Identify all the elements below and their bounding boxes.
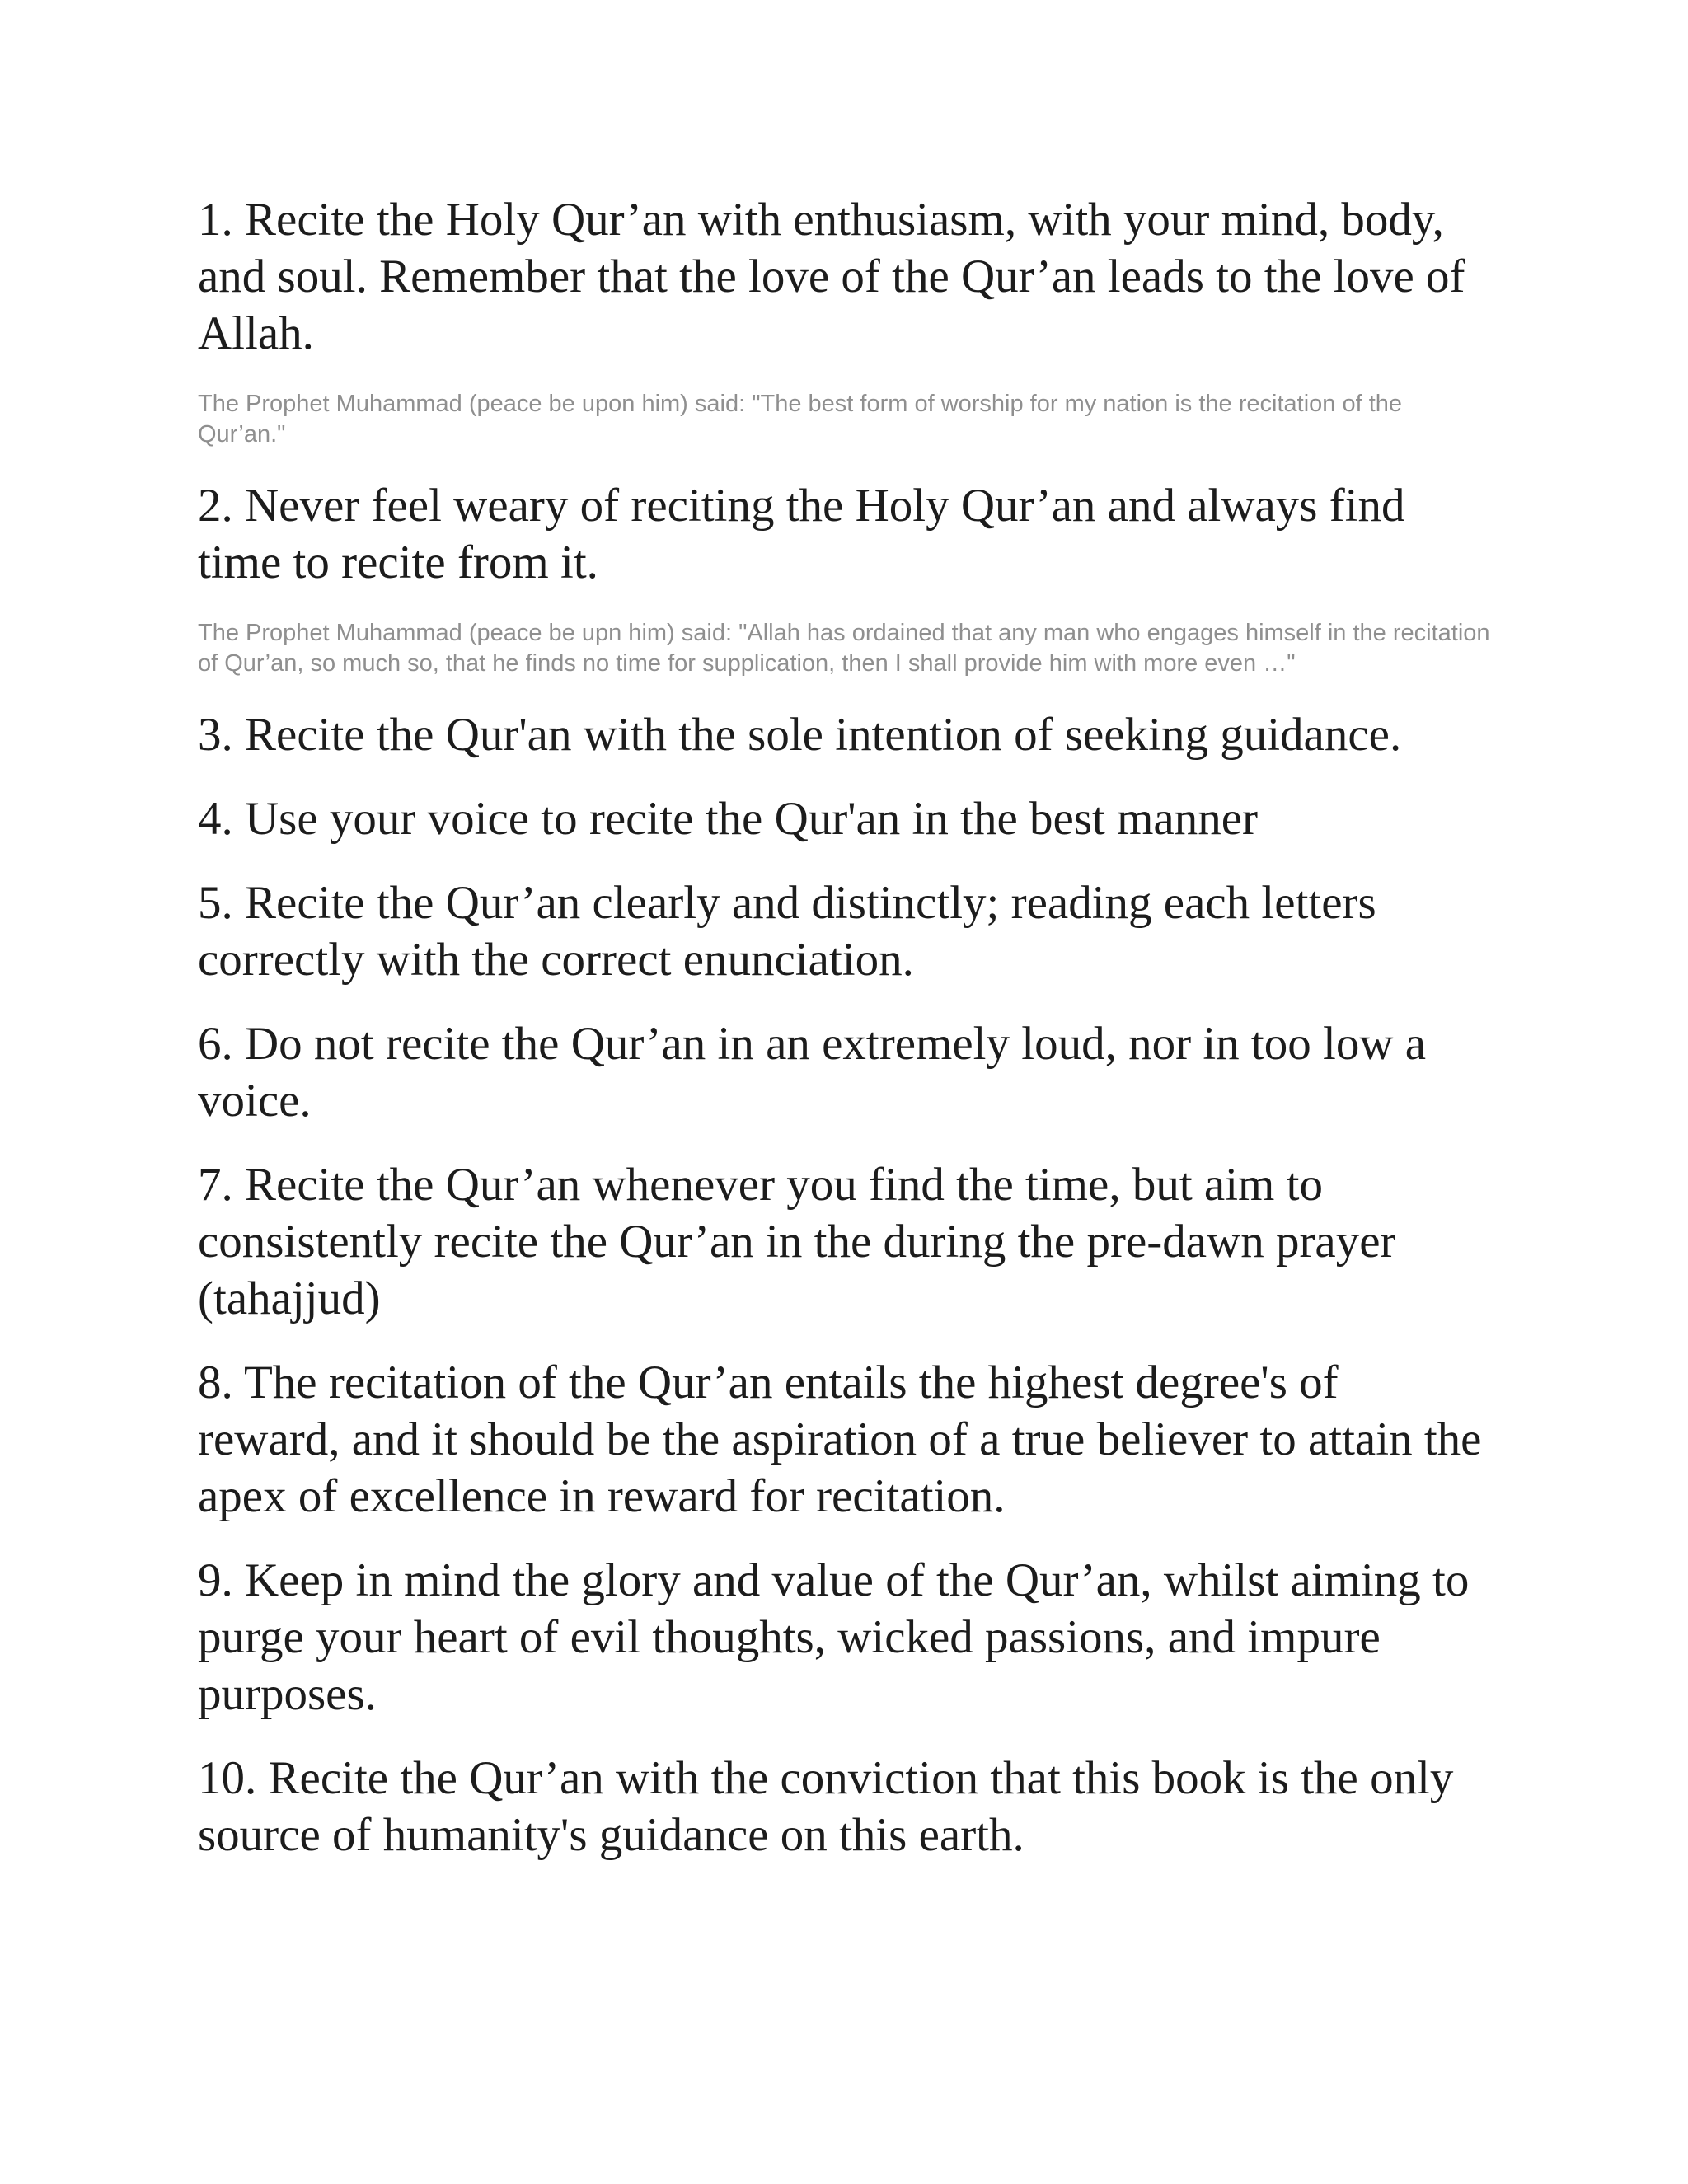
- list-item-9: 9. Keep in mind the glory and value of the Qur’an, whilst aiming to purge your heart of evil thoughts, wicked passions, and impure purposes.: [198, 1554, 1470, 1720]
- list-item-8: 8. The recitation of the Qur’an entails the highest degree's of reward, and it should be the aspiration of a true believer to attain the apex of excellence in reward for recitation.: [198, 1357, 1482, 1522]
- hadith-quote-2: The Prophet Muhammad (peace be upn him) said: "Allah has ordained that any man who engages himself in the recitation of Qur’an, so much so, that he finds no time for supplication, then I shall provide him with more even …": [198, 620, 1490, 677]
- list-item-10: 10. Recite the Qur’an with the conviction that this book is the only source of humanity's guidance on this earth.: [198, 1752, 1454, 1861]
- list-item-6: 6. Do not recite the Qur’an in an extremely loud, nor in too low a voice.: [198, 1018, 1427, 1127]
- document-body: [198, 191, 1492, 1891]
- list-item-7: 7. Recite the Qur’an whenever you find the time, but aim to consistently recite the Qur’an in the during the pre-dawn prayer (tahajjud): [198, 1159, 1396, 1324]
- hadith-quote-1: The Prophet Muhammad (peace be upon him) said: "The best form of worship for my nation is the recitation of the Qur’an.": [198, 391, 1403, 448]
- list-item-5: 5. Recite the Qur’an clearly and distinctly; reading each letters correctly with the correct enunciation.: [198, 877, 1376, 986]
- list-item-3: 3. Recite the Qur'an with the sole intention of seeking guidance.: [198, 709, 1402, 761]
- list-item-2: 2. Never feel weary of reciting the Holy Qur’an and always find time to recite from it.: [198, 480, 1405, 588]
- list-item-1: 1. Recite the Holy Qur’an with enthusiasm, with your mind, body, and soul. Remember that the love of the Qur’an leads to the love of Allah.: [198, 194, 1465, 359]
- list-item-4: 4. Use your voice to recite the Qur'an in the best manner: [198, 793, 1259, 845]
